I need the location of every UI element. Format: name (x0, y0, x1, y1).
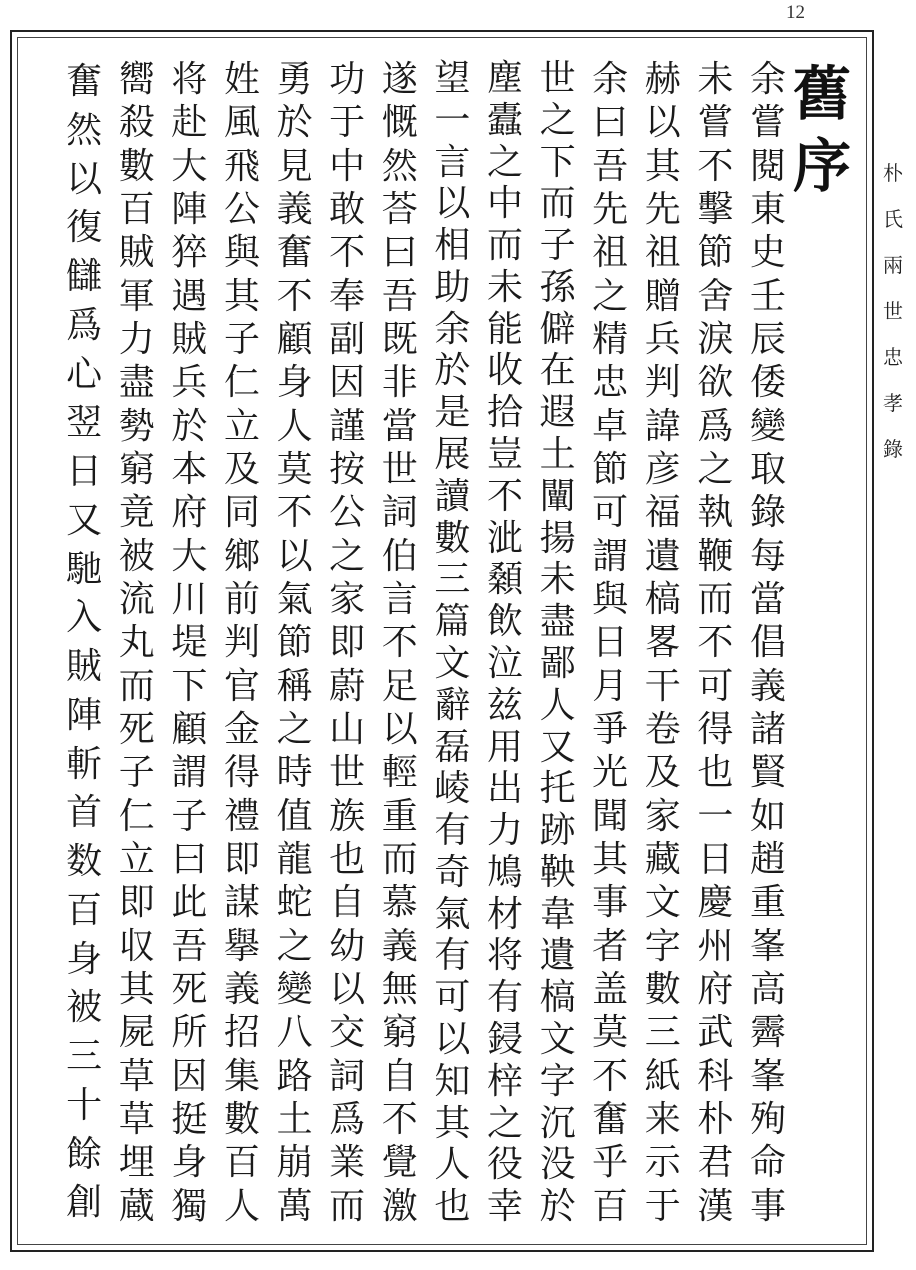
text-column: 奮 然 以 復 讎 爲 心 翌 日 又 馳 入 賊 陣 斬 首 数 百 身 被 三 十 餘 創 (66, 61, 103, 1224)
text-column: 望 一 言 以 相 助 余 於 是 展 讀 數 三 篇 文 辭 磊 崚 有 奇 氣 有 可 以 知 其 人 也 (434, 58, 471, 1228)
text-column: 余 嘗 閱 東 史 壬 辰 倭 變 取 錄 每 當 倡 義 諸 賢 如 趙 重 峯 高 霽 峯 殉 命 事 (749, 59, 786, 1227)
section-heading: 舊 序 (792, 60, 851, 200)
text-column: 嚮 殺 數 百 賊 軍 力 盡 勢 窮 竟 被 流 丸 而 死 子 仁 立 即 収 其 屍 草 草 埋 蔵 (118, 59, 155, 1227)
page-number: 12 (786, 2, 805, 23)
book-title: 朴 氏 兩 世 忠 孝 錄 (883, 161, 903, 461)
text-column: 赫 以 其 先 祖 贈 兵 判 諱 彦 福 遺 槁 畧 干 卷 及 家 藏 文 字 數 三 紙 来 示 于 (644, 59, 681, 1227)
text-column: 遂 慨 然 荅 曰 吾 既 非 當 世 詞 伯 言 不 足 以 輕 重 而 慕 義 無 窮 自 不 覺 激 (381, 59, 418, 1227)
text-column: 勇 於 見 義 奮 不 顧 身 人 莫 不 以 氣 節 稱 之 時 值 龍 蛇 之 變 八 路 土 崩 萬 (276, 59, 313, 1227)
text-column: 塵 蠹 之 中 而 未 能 收 拾 豈 不 泚 顙 飲 泣 兹 用 出 力 鳩 材 将 有 鋟 梓 之 役 幸 (486, 58, 523, 1228)
text-column: 姓 風 飛 公 與 其 子 仁 立 及 同 鄉 前 判 官 金 得 禮 即 謀 擧 義 招 集 數 百 人 (223, 59, 260, 1227)
text-column: 功 于 中 敢 不 奉 副 因 謹 按 公 之 家 即 蔚 山 世 族 也 自 幼 以 交 詞 爲 業 而 (329, 59, 366, 1227)
text-column: 世 之 下 而 子 孫 僻 在 遐 土 闡 揚 未 盡 鄙 人 又 托 跡 鞅 韋 遺 槁 文 字 沉 没 於 (539, 58, 576, 1228)
text-column: 将 赴 大 陣 猝 遇 賊 兵 於 本 府 大 川 堤 下 顧 謂 子 曰 此 吾 死 所 因 挺 身 獨 (171, 59, 208, 1227)
text-column: 未 嘗 不 擊 節 舍 淚 欲 爲 之 執 鞭 而 不 可 得 也 一 日 慶 州 府 武 科 朴 君 漢 (697, 59, 734, 1227)
text-body (26, 58, 858, 1228)
text-column: 余 曰 吾 先 祖 之 精 忠 卓 節 可 謂 與 日 月 爭 光 聞 其 事 者 盖 莫 不 奮 乎 百 (592, 59, 629, 1227)
